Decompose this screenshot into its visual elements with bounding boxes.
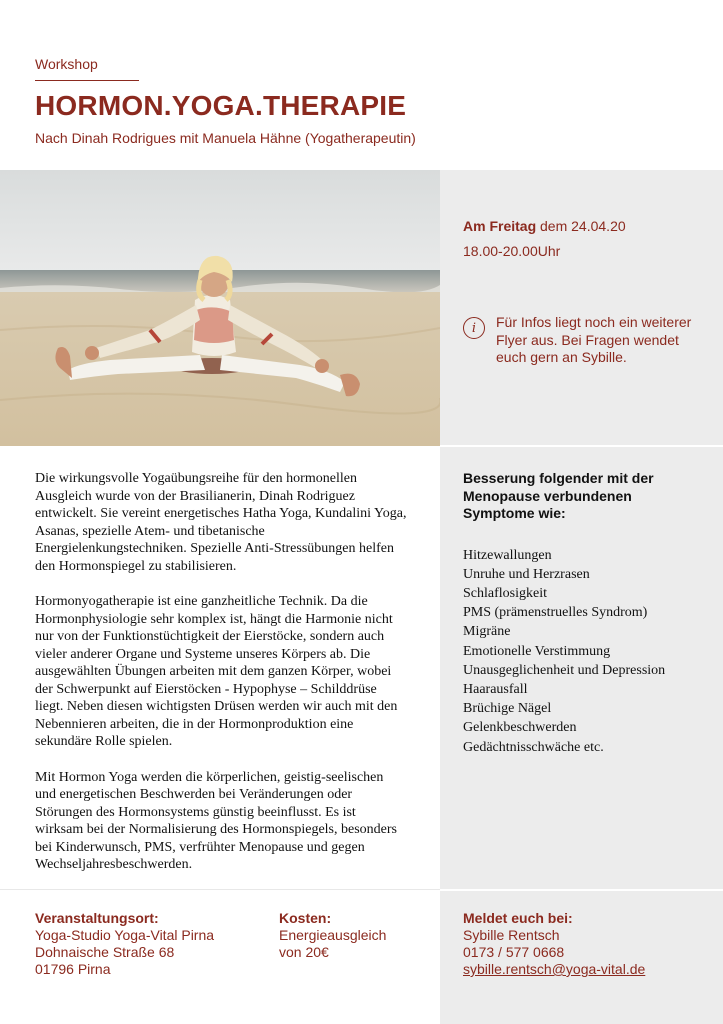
contact-name: Sybille Rentsch	[463, 927, 560, 943]
header	[35, 56, 695, 146]
list-item: Emotionelle Verstimmung	[463, 643, 611, 659]
venue-line: 01796 Pirna	[35, 961, 111, 977]
contact-block	[463, 910, 713, 978]
list-item: Gelenkbeschwerden	[463, 720, 577, 736]
list-item: Migräne	[463, 624, 511, 640]
panel-divider	[440, 889, 723, 891]
panel-divider	[440, 445, 723, 447]
contact-heading: Meldet euch bei:	[463, 910, 573, 926]
description-paragraph: Mit Hormon Yoga werden die körperlichen, geistig-seelischen und energetischen Beschwerden bei Veränderungen oder Störungen des Hormonsystems günstig beeinflusst. Es ist wirksam bei der Normalisierung des Hormonspiegels, besonders bei Kinderwunsch, PMS, verfrühter Menopause und gegen Wechseljahresbeschwerden.	[35, 769, 397, 872]
costs-heading: Kosten:	[279, 910, 332, 926]
list-item: Gedächtnisschwäche etc.	[463, 739, 604, 755]
symptom-list	[463, 546, 703, 757]
symptoms-heading: Besserung folgender mit der Menopause verbundenen Symptome wie:	[463, 470, 654, 521]
list-item: Schlaflosigkeit	[463, 585, 547, 601]
event-date-block	[463, 216, 703, 261]
page-title: HORMON.YOGA.THERAPIE	[35, 90, 407, 121]
list-item: Hitzewallungen	[463, 547, 552, 563]
list-item: Unruhe und Herzrasen	[463, 566, 590, 582]
description	[35, 470, 407, 892]
venue-line: Dohnaische Straße 68	[35, 944, 175, 960]
subtitle: Nach Dinah Rodrigues mit Manuela Hähne (Yogatherapeutin)	[35, 130, 416, 146]
contact-email-link[interactable]: sybille.rentsch@yoga-vital.de	[463, 961, 646, 977]
info-icon: i	[463, 317, 485, 339]
list-item: Brüchige Nägel	[463, 701, 552, 717]
venue-block	[35, 910, 265, 978]
yoga-beach-photo	[0, 170, 440, 446]
symptoms-section	[463, 470, 703, 757]
costs-line: von 20€	[279, 944, 329, 960]
costs-block	[279, 910, 429, 961]
list-item: Haarausfall	[463, 681, 528, 697]
list-item: Unausgeglichenheit und Depression	[463, 662, 666, 678]
list-item: PMS (prämenstruelles Syndrom)	[463, 605, 648, 621]
event-day-label: Am Freitag	[463, 218, 537, 234]
venue-line: Yoga-Studio Yoga-Vital Pirna	[35, 927, 215, 943]
kicker: Workshop	[35, 56, 98, 72]
venue-heading: Veranstaltungsort:	[35, 910, 159, 926]
photo-illustration	[0, 170, 440, 446]
info-text: Für Infos liegt noch ein weiterer Flyer aus. Bei Fragen wendet euch gern an Sybille.	[496, 314, 692, 365]
costs-line: Energieausgleich	[279, 927, 387, 943]
description-paragraph: Hormonyogatherapie ist eine ganzheitliche Technik. Da die Hormonphysiologie sehr komplex ist, hängt die Harmonie nicht nur von der Funktionstüchtigkeit der Eierstöcke, sondern auch vieler anderer Organe und Systeme unseres Körpers ab. Die ausgewählten Übungen arbeiten mit dem ganzen Körper, wobei der Schwerpunkt auf Eierstöcken - Hypophyse – Schilddrüse liegt. Neben diesen wichtigsten Drüsen werden wir auch mit den Nebennieren arbeiten, die in der Hormonproduktion eine sekundäre Rolle spielen.	[35, 594, 398, 749]
kicker-rule	[35, 80, 139, 81]
event-date	[463, 216, 703, 236]
description-paragraph: Die wirkungsvolle Yogaübungsreihe für den hormonellen Ausgleich wurde von der Brasilianerin, Dinah Rodriguez entwickelt. Sie vereint energetisches Hatha Yoga, Kundalini Yoga, Asanas, spezielle Atem- und tibetanische Energielenkungstechniken. Spezielle Anti-Stressübungen helfen den Hormonspiegel zu stabilisieren.	[35, 471, 407, 574]
event-time: 18.00-20.00Uhr	[463, 243, 561, 259]
footer-divider	[0, 889, 440, 890]
event-date-text: dem 24.04.20	[536, 218, 626, 234]
contact-phone: 0173 / 577 0668	[463, 944, 565, 960]
